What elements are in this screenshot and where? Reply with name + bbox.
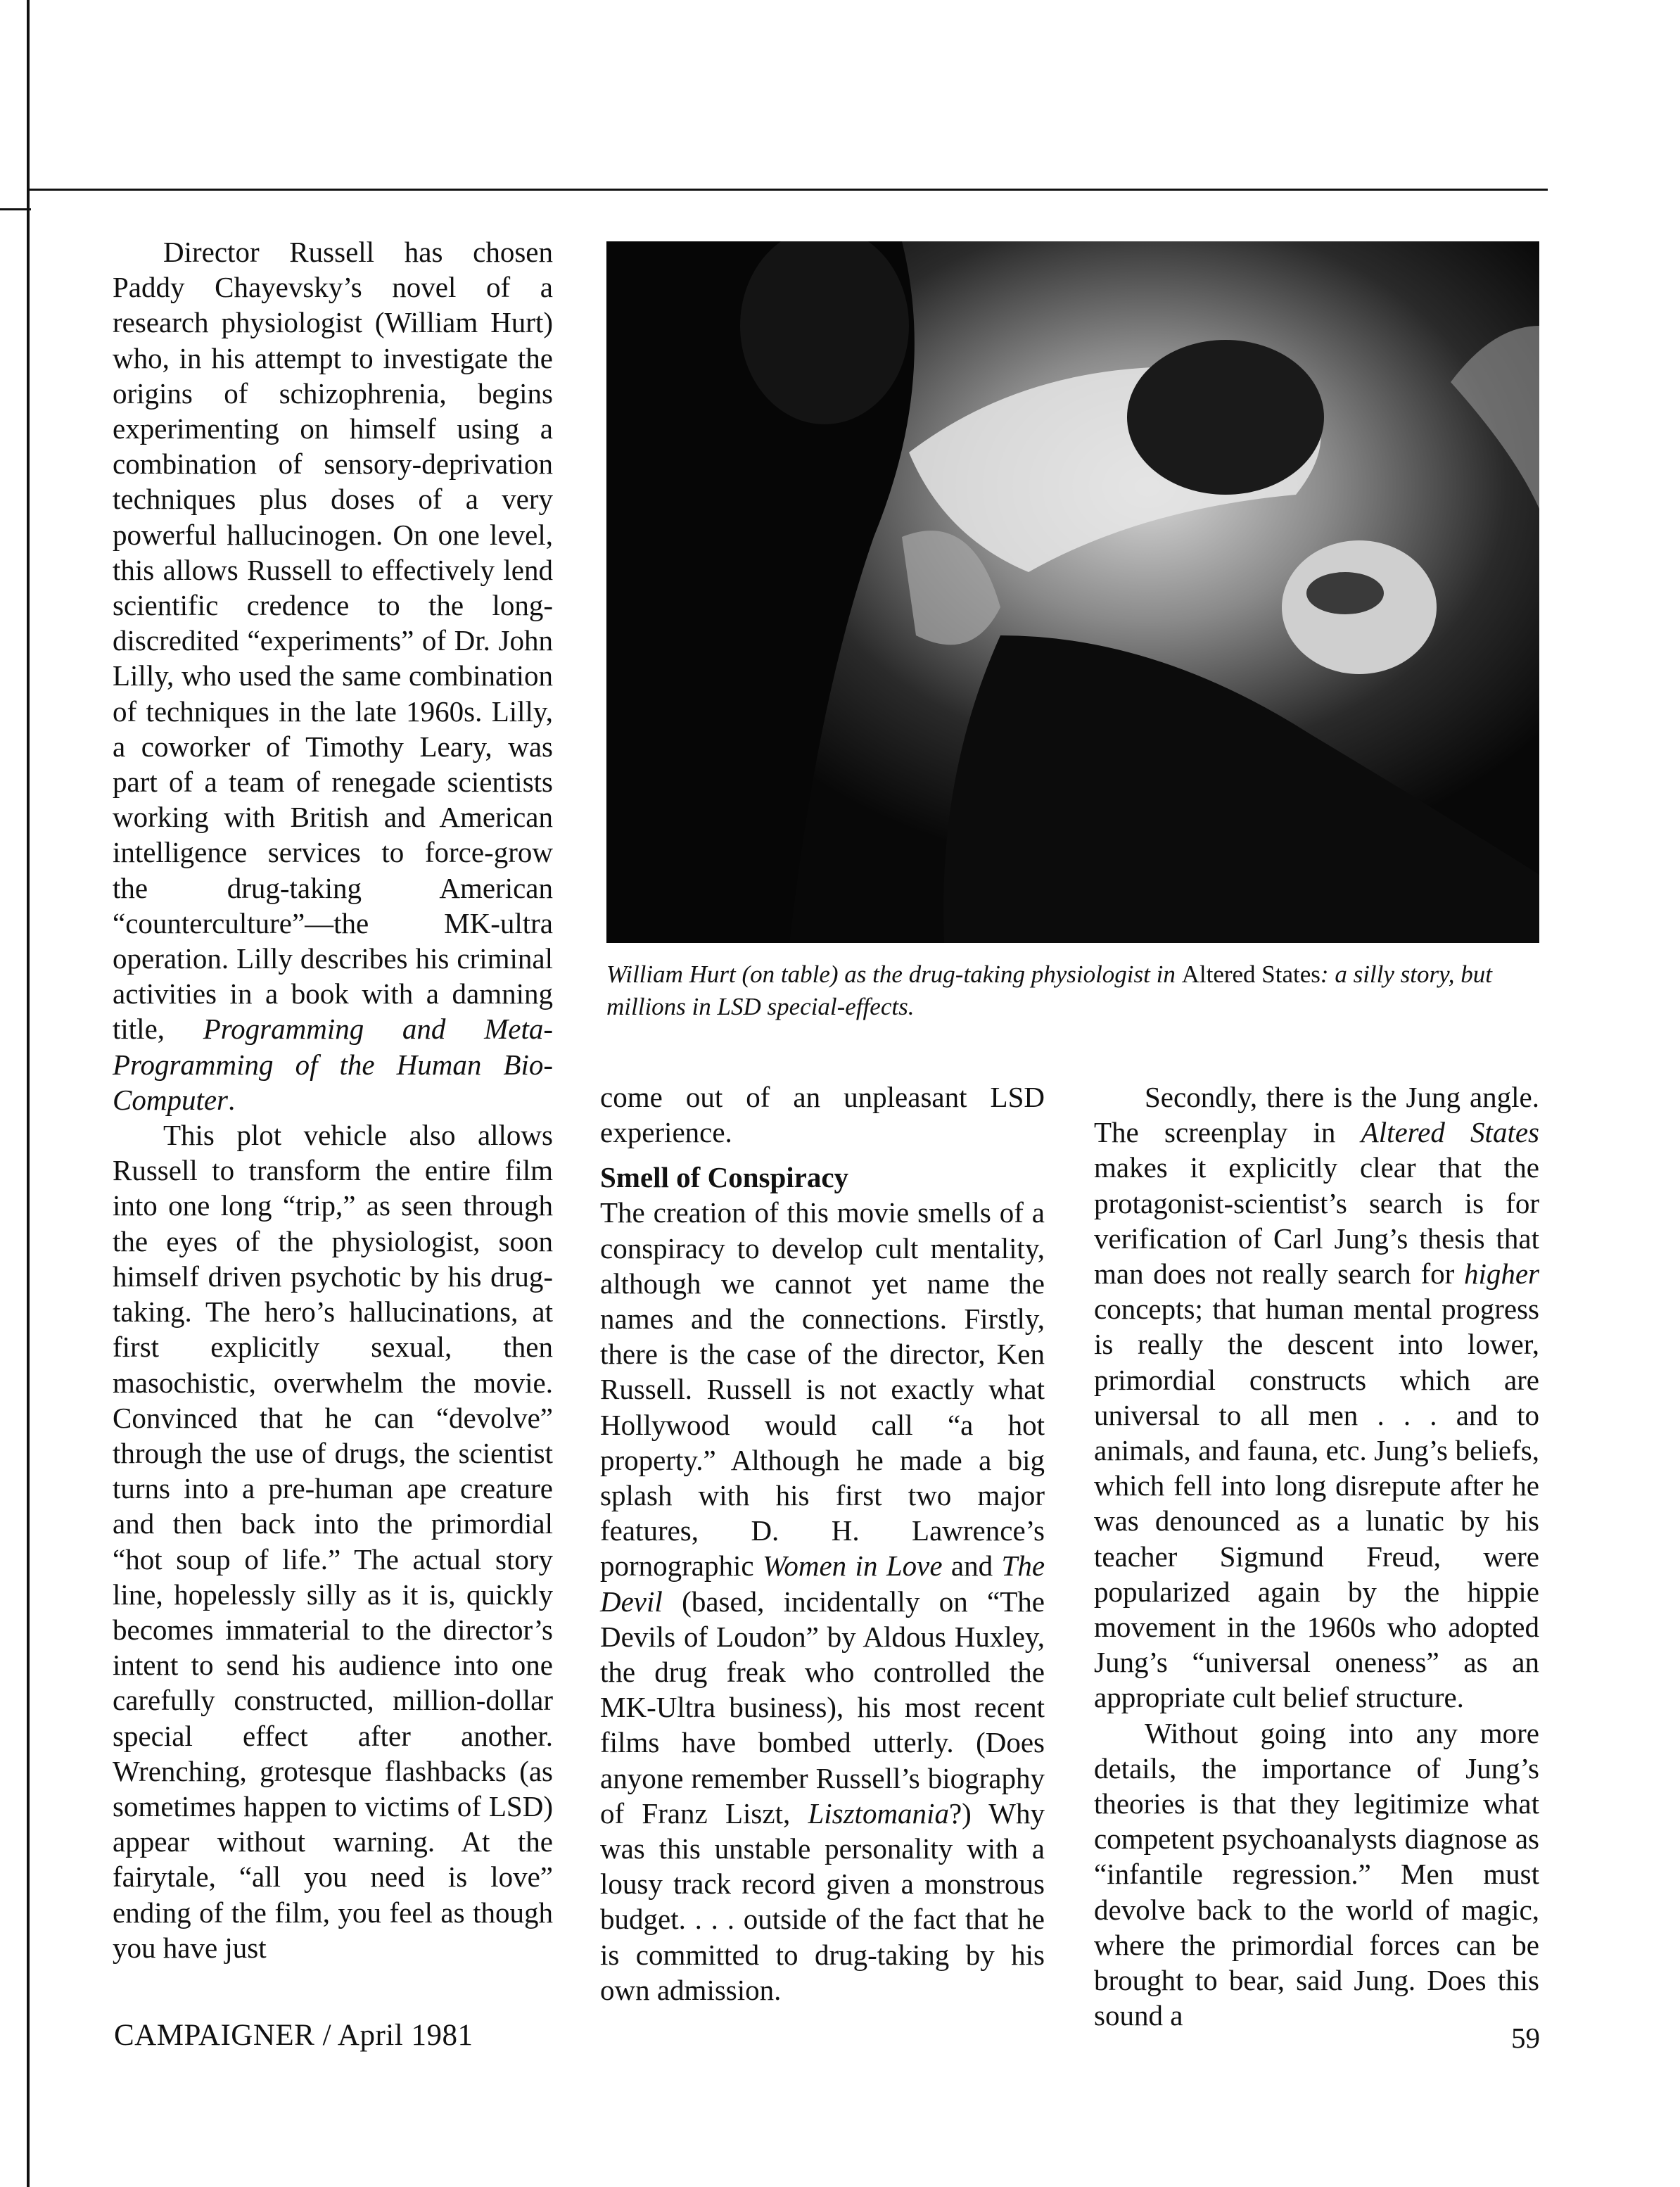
photo-caption: William Hurt (on table) as the drug-taking physiologist in Altered States: a silly story, but millions in LSD special-effects. [606, 961, 1492, 1020]
col1-paragraph-1: Director Russell has chosen Paddy Chayevsky’s novel of a research physiologist (William Hurt) who, in his attempt to investigate the origins of schizophrenia, begins experimenting on himself using a combination of sensory-deprivation techniques plus doses of a very powerful hallucinogen. On one level, this allows Russell to effectively lend scientific credence to the long-discredited “experiments” of Dr. John Lilly, who used the same combination of techniques in the late 1960s. Lilly, a coworker of Timothy Leary, was part of a team of renegade scientists working with British and American intelligence services to force-grow the drug-taking American “counterculture”—the MK-ultra operation. Lilly describes his criminal activities in a book with a damning title, Programming and Meta-Programming of the Human Bio-Computer. [113, 236, 553, 1116]
film-still-photo [606, 241, 1539, 943]
section-subheading: Smell of Conspiracy [600, 1161, 849, 1194]
column-1 [113, 234, 553, 1965]
publication-footer: CAMPAIGNER / April 1981 [114, 2019, 473, 2052]
page-edge-tick [0, 208, 31, 210]
col2-paragraph-1: The creation of this movie smells of a conspiracy to develop cult mentality, although we cannot yet name the names and the connections. Firstly, there is the case of the director, Ken Russell. Russell is not exactly what Hollywood would call “a hot property.” Although he made a big splash with his first two major features, D. H. Lawrence’s pornographic Women in Love and The Devil (based, incidentally on “The Devils of Loudon” by Aldous Huxley, the drug freak who controlled the MK-Ultra business), his most recent films have bombed utterly. (Does anyone remember Russell’s biography of Franz Liszt, Lisztomania?) Why was this unstable personality with a lousy track record given a monstrous budget. . . . outside of the fact that he is committed to drug-taking by his own admission. [600, 1196, 1045, 2006]
caption-film-title: Altered States [1181, 961, 1321, 988]
page-number: 59 [1511, 2022, 1540, 2054]
column-3 [1094, 1079, 1539, 2033]
film-still-image [606, 241, 1539, 943]
col3-paragraph-1: Secondly, there is the Jung angle. The screenplay in Altered States makes it explicitly clear that the protagonist-scientist’s search is for verification of Carl Jung’s thesis that man does not really search for higher concepts; that human mental progress is really the descent into lower, primordial constructs which are universal to all men . . . and to animals, and fauna, etc. Jung’s beliefs, which fell into long disrepute after he was denounced as a lunatic by his teacher Sigmund Freud, were popularized again by the hippie movement in the 1960s who adopted Jung’s “universal oneness” as an appropriate cult belief structure. [1094, 1081, 1539, 1714]
book-title: Programming and Meta-Programming of the Human Bio-Computer [113, 1013, 553, 1116]
col1-paragraph-2: This plot vehicle also allows Russell to transform the entire film into one long “trip,” as seen through the eyes of the physiologist, soon himself driven psychotic by his drug-taking. The hero’s hallucinations, at first explicitly sexual, then masochistic, overwhelm the movie. Convinced that he can “devolve” through the use of drugs, the scientist turns into a pre-human ape creature and then back into the primordial “hot soup of life.” The actual story line, hopelessly silly as it is, quickly becomes immaterial to the director’s intent to send his audience into one carefully constructed, million-dollar special effect after another. Wrenching, grotesque flashbacks (as sometimes happen to victims of LSD) appear without warning. At the fairytale, “all you need is love” ending of the film, you feel as though you have just [113, 1119, 553, 1964]
col3-paragraph-2: Without going into any more details, the importance of Jung’s theories is that they legitimize what competent psychoanalysts diagnose as “infantile regression.” Men must devolve back to the world of magic, where the primordial forces can be brought to bear, said Jung. Does this sound a [1094, 1716, 1539, 2032]
header-rule [30, 189, 1548, 191]
page-edge-bar [27, 0, 30, 2187]
column-2 [600, 1079, 1045, 2008]
col2-continued-paragraph: come out of an unpleasant LSD experience. [600, 1081, 1045, 1149]
